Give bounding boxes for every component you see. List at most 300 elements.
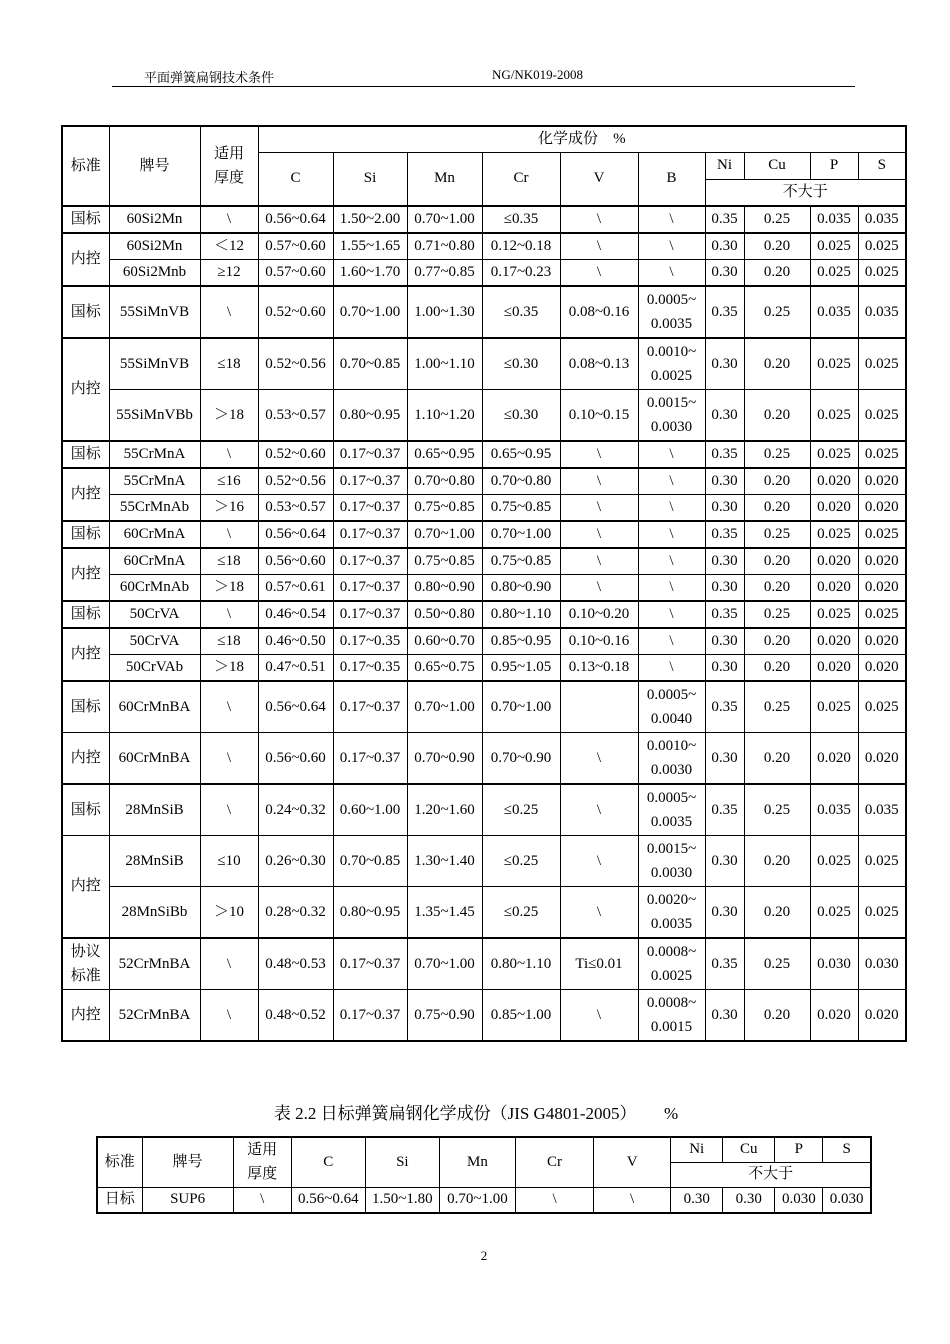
table-row bbox=[62, 521, 906, 548]
cell: 0.020 bbox=[858, 468, 906, 495]
t2-th-v: V bbox=[594, 1137, 671, 1187]
cell: 0.025 bbox=[858, 338, 906, 390]
cell: 0.0008~ 0.0025 bbox=[638, 938, 705, 990]
cell: \ bbox=[200, 441, 258, 468]
cell: 0.025 bbox=[858, 441, 906, 468]
cell: 0.0010~ 0.0030 bbox=[638, 733, 705, 785]
table-row bbox=[62, 441, 906, 468]
cell: 0.20 bbox=[744, 836, 810, 887]
cell: 内控 bbox=[62, 836, 109, 939]
cell: 0.17~0.37 bbox=[333, 601, 407, 628]
cell: 0.025 bbox=[810, 390, 858, 442]
t2-th-c: C bbox=[291, 1137, 365, 1187]
cell: 0.17~0.37 bbox=[333, 681, 407, 733]
cell: \ bbox=[560, 495, 638, 522]
cell: \ bbox=[638, 495, 705, 522]
th-thick: 适用 厚度 bbox=[200, 126, 258, 206]
cell: 0.25 bbox=[744, 938, 810, 990]
cell: 0.0010~ 0.0025 bbox=[638, 338, 705, 390]
cell: 0.25 bbox=[744, 681, 810, 733]
cell: 0.57~0.61 bbox=[258, 575, 333, 602]
cell: 0.30 bbox=[705, 468, 744, 495]
cell: 0.20 bbox=[744, 628, 810, 655]
table-row bbox=[62, 390, 906, 442]
cell: 0.85~0.95 bbox=[482, 628, 560, 655]
chem-table-2 bbox=[96, 1136, 872, 1214]
cell: 0.17~0.37 bbox=[333, 521, 407, 548]
cell: 0.30 bbox=[705, 548, 744, 575]
cell: 0.025 bbox=[858, 836, 906, 887]
cell: 60CrMnBA bbox=[109, 681, 200, 733]
cell: 0.60~1.00 bbox=[333, 784, 407, 836]
cell: 0.20 bbox=[744, 233, 810, 260]
cell: 0.025 bbox=[858, 521, 906, 548]
cell: 0.70~1.00 bbox=[439, 1187, 515, 1213]
cell: 0.20 bbox=[744, 390, 810, 442]
table-row bbox=[62, 784, 906, 836]
cell: 0.030 bbox=[858, 938, 906, 990]
cell: 内控 bbox=[62, 990, 109, 1042]
cell: 0.0020~ 0.0035 bbox=[638, 887, 705, 939]
th-nomore: 不大于 bbox=[705, 179, 906, 206]
cell: ＞16 bbox=[200, 495, 258, 522]
cell: ≤0.35 bbox=[482, 206, 560, 233]
cell: 60CrMnAb bbox=[109, 575, 200, 602]
cell: ＞18 bbox=[200, 655, 258, 682]
cell: 0.80~1.10 bbox=[482, 601, 560, 628]
cell: 0.030 bbox=[775, 1187, 823, 1213]
cell: 0.13~0.18 bbox=[560, 655, 638, 682]
th-cu: Cu bbox=[744, 152, 810, 179]
cell: SUP6 bbox=[142, 1187, 233, 1213]
cell: 0.025 bbox=[810, 260, 858, 287]
cell: 0.57~0.60 bbox=[258, 260, 333, 287]
cell: 0.08~0.13 bbox=[560, 338, 638, 390]
cell: 0.020 bbox=[810, 575, 858, 602]
cell: 0.48~0.52 bbox=[258, 990, 333, 1042]
cell: \ bbox=[233, 1187, 291, 1213]
cell: \ bbox=[560, 233, 638, 260]
table-row bbox=[62, 655, 906, 682]
table-row bbox=[62, 681, 906, 733]
cell: 55SiMnVB bbox=[109, 286, 200, 338]
cell: 0.020 bbox=[858, 733, 906, 785]
cell: 0.53~0.57 bbox=[258, 495, 333, 522]
cell: 0.020 bbox=[810, 548, 858, 575]
cell: 0.020 bbox=[810, 495, 858, 522]
table-row bbox=[97, 1187, 871, 1213]
cell: 0.025 bbox=[810, 441, 858, 468]
cell: 0.70~0.90 bbox=[482, 733, 560, 785]
table-row bbox=[62, 733, 906, 785]
cell: \ bbox=[638, 206, 705, 233]
cell: \ bbox=[638, 260, 705, 287]
th-b: B bbox=[638, 152, 705, 206]
cell: 0.70~0.85 bbox=[333, 338, 407, 390]
cell: 0.025 bbox=[810, 233, 858, 260]
cell: 0.020 bbox=[858, 990, 906, 1042]
table-row bbox=[62, 938, 906, 990]
cell: 0.035 bbox=[858, 286, 906, 338]
cell: ≤0.25 bbox=[482, 836, 560, 887]
cell: 0.80~0.90 bbox=[407, 575, 482, 602]
cell: 0.70~0.90 bbox=[407, 733, 482, 785]
cell: 0.80~0.90 bbox=[482, 575, 560, 602]
cell: ＞18 bbox=[200, 390, 258, 442]
cell: 0.35 bbox=[705, 601, 744, 628]
cell: 0.71~0.80 bbox=[407, 233, 482, 260]
cell: 0.20 bbox=[744, 575, 810, 602]
cell: 28MnSiB bbox=[109, 784, 200, 836]
cell: ≤0.25 bbox=[482, 887, 560, 939]
cell: ≥12 bbox=[200, 260, 258, 287]
cell: 0.30 bbox=[705, 887, 744, 939]
th-std: 标准 bbox=[62, 126, 109, 206]
cell: \ bbox=[560, 548, 638, 575]
cell: 国标 bbox=[62, 206, 109, 233]
cell: 0.35 bbox=[705, 784, 744, 836]
t2-th-si: Si bbox=[365, 1137, 439, 1187]
cell: 0.30 bbox=[705, 990, 744, 1042]
cell: 0.35 bbox=[705, 521, 744, 548]
cell: 0.70~1.00 bbox=[482, 521, 560, 548]
table-row bbox=[62, 836, 906, 887]
cell: 内控 bbox=[62, 338, 109, 441]
cell: 0.025 bbox=[810, 521, 858, 548]
th-s: S bbox=[858, 152, 906, 179]
cell: 0.56~0.64 bbox=[258, 521, 333, 548]
cell: 0.30 bbox=[705, 836, 744, 887]
cell: 52CrMnBA bbox=[109, 938, 200, 990]
cell: 0.35 bbox=[705, 441, 744, 468]
cell: 0.17~0.23 bbox=[482, 260, 560, 287]
cell: 0.20 bbox=[744, 260, 810, 287]
cell: 0.70~0.85 bbox=[333, 836, 407, 887]
cell: 0.10~0.16 bbox=[560, 628, 638, 655]
cell: 1.50~1.80 bbox=[365, 1187, 439, 1213]
cell: 0.70~0.80 bbox=[407, 468, 482, 495]
cell: \ bbox=[594, 1187, 671, 1213]
cell: 0.24~0.32 bbox=[258, 784, 333, 836]
cell: ≤0.25 bbox=[482, 784, 560, 836]
cell: 0.035 bbox=[810, 206, 858, 233]
cell: 0.025 bbox=[810, 887, 858, 939]
cell: 0.17~0.37 bbox=[333, 938, 407, 990]
cell: \ bbox=[516, 1187, 594, 1213]
table-row bbox=[62, 260, 906, 287]
t2-th-cu: Cu bbox=[723, 1137, 775, 1162]
cell: 0.025 bbox=[858, 260, 906, 287]
cell: \ bbox=[638, 575, 705, 602]
cell: 0.17~0.35 bbox=[333, 628, 407, 655]
cell: 0.30 bbox=[705, 260, 744, 287]
page-number: 2 bbox=[480, 1248, 488, 1263]
cell: 60Si2Mnb bbox=[109, 260, 200, 287]
table-row bbox=[62, 338, 906, 390]
th-si: Si bbox=[333, 152, 407, 206]
cell: 0.52~0.56 bbox=[258, 468, 333, 495]
cell: \ bbox=[560, 836, 638, 887]
cell: 0.020 bbox=[810, 628, 858, 655]
cell: 0.025 bbox=[810, 681, 858, 733]
cell: 0.20 bbox=[744, 495, 810, 522]
cell: 日标 bbox=[97, 1187, 142, 1213]
cell: 0.020 bbox=[858, 495, 906, 522]
cell: 0.77~0.85 bbox=[407, 260, 482, 287]
cell: 0.56~0.64 bbox=[291, 1187, 365, 1213]
cell: 1.55~1.65 bbox=[333, 233, 407, 260]
cell: 0.020 bbox=[858, 655, 906, 682]
cell: 0.020 bbox=[858, 628, 906, 655]
cell: 1.00~1.30 bbox=[407, 286, 482, 338]
t2-th-ni: Ni bbox=[671, 1137, 723, 1162]
cell: 内控 bbox=[62, 733, 109, 785]
cell: \ bbox=[560, 468, 638, 495]
cell: \ bbox=[200, 286, 258, 338]
cell: \ bbox=[200, 601, 258, 628]
cell: 0.17~0.37 bbox=[333, 548, 407, 575]
cell: 0.17~0.37 bbox=[333, 990, 407, 1042]
cell: 0.70~1.00 bbox=[482, 681, 560, 733]
cell: 0.020 bbox=[810, 468, 858, 495]
cell: 0.25 bbox=[744, 784, 810, 836]
cell: ≤18 bbox=[200, 338, 258, 390]
cell: 52CrMnBA bbox=[109, 990, 200, 1042]
cell: \ bbox=[638, 233, 705, 260]
cell: 国标 bbox=[62, 601, 109, 628]
cell: 0.60~0.70 bbox=[407, 628, 482, 655]
cell: 0.48~0.53 bbox=[258, 938, 333, 990]
cell: 0.025 bbox=[858, 887, 906, 939]
cell: \ bbox=[200, 681, 258, 733]
th-c: C bbox=[258, 152, 333, 206]
cell: \ bbox=[638, 628, 705, 655]
cell: \ bbox=[560, 260, 638, 287]
cell: 0.30 bbox=[705, 233, 744, 260]
cell: 0.035 bbox=[810, 784, 858, 836]
table-row bbox=[62, 495, 906, 522]
cell: 0.70~1.00 bbox=[407, 206, 482, 233]
chem-table-1 bbox=[61, 125, 907, 1042]
cell: 0.020 bbox=[810, 655, 858, 682]
t2-th-cr: Cr bbox=[516, 1137, 594, 1187]
cell: 0.70~1.00 bbox=[407, 521, 482, 548]
cell: \ bbox=[200, 206, 258, 233]
cell: 0.25 bbox=[744, 441, 810, 468]
th-cr: Cr bbox=[482, 152, 560, 206]
th-v: V bbox=[560, 152, 638, 206]
cell: 0.30 bbox=[705, 733, 744, 785]
doc-code: NG/NK019-2008 bbox=[492, 67, 583, 82]
cell: 0.25 bbox=[744, 521, 810, 548]
cell: 0.56~0.60 bbox=[258, 733, 333, 785]
cell: 0.56~0.64 bbox=[258, 681, 333, 733]
cell: 0.25 bbox=[744, 286, 810, 338]
th-p: P bbox=[810, 152, 858, 179]
cell: 0.70~1.00 bbox=[407, 681, 482, 733]
cell: 内控 bbox=[62, 233, 109, 286]
cell: 60CrMnBA bbox=[109, 733, 200, 785]
table-row bbox=[62, 233, 906, 260]
cell: 0.20 bbox=[744, 733, 810, 785]
cell: 协议 标准 bbox=[62, 938, 109, 990]
cell: 0.30 bbox=[705, 575, 744, 602]
cell: 1.30~1.40 bbox=[407, 836, 482, 887]
th-chem: 化学成份 % bbox=[258, 126, 906, 152]
cell: 0.030 bbox=[810, 938, 858, 990]
cell: 0.57~0.60 bbox=[258, 233, 333, 260]
cell: 0.26~0.30 bbox=[258, 836, 333, 887]
cell: 0.70~0.80 bbox=[482, 468, 560, 495]
cell: 0.25 bbox=[744, 206, 810, 233]
cell: 国标 bbox=[62, 286, 109, 338]
cell: \ bbox=[200, 990, 258, 1042]
cell: \ bbox=[560, 990, 638, 1042]
cell: \ bbox=[560, 733, 638, 785]
table-row bbox=[62, 990, 906, 1042]
cell: 1.60~1.70 bbox=[333, 260, 407, 287]
cell: ≤18 bbox=[200, 548, 258, 575]
cell: 0.52~0.60 bbox=[258, 286, 333, 338]
cell: 0.17~0.37 bbox=[333, 441, 407, 468]
cell: 1.50~2.00 bbox=[333, 206, 407, 233]
cell: ≤16 bbox=[200, 468, 258, 495]
cell: ≤18 bbox=[200, 628, 258, 655]
cell: 55CrMnA bbox=[109, 468, 200, 495]
cell: 0.035 bbox=[858, 206, 906, 233]
cell: 60Si2Mn bbox=[109, 206, 200, 233]
cell: 0.0008~ 0.0015 bbox=[638, 990, 705, 1042]
cell: 0.75~0.90 bbox=[407, 990, 482, 1042]
cell: 0.20 bbox=[744, 338, 810, 390]
cell: 0.47~0.51 bbox=[258, 655, 333, 682]
cell: 0.0005~ 0.0035 bbox=[638, 286, 705, 338]
cell: \ bbox=[638, 655, 705, 682]
cell: 28MnSiB bbox=[109, 836, 200, 887]
cell: 0.025 bbox=[810, 601, 858, 628]
cell: 国标 bbox=[62, 784, 109, 836]
cell: 0.46~0.50 bbox=[258, 628, 333, 655]
th-grade: 牌号 bbox=[109, 126, 200, 206]
cell: 55CrMnA bbox=[109, 441, 200, 468]
cell: 0.0015~ 0.0030 bbox=[638, 836, 705, 887]
table2-caption: 表 2.2 日标弹簧扁钢化学成份（JIS G4801-2005） % bbox=[273, 1104, 679, 1123]
table-row bbox=[62, 601, 906, 628]
table-row bbox=[62, 628, 906, 655]
t2-th-thick: 适用 厚度 bbox=[233, 1137, 291, 1187]
cell: 0.50~0.80 bbox=[407, 601, 482, 628]
cell: 0.80~1.10 bbox=[482, 938, 560, 990]
cell: \ bbox=[200, 938, 258, 990]
cell: 0.08~0.16 bbox=[560, 286, 638, 338]
cell: ≤0.30 bbox=[482, 338, 560, 390]
cell: \ bbox=[638, 548, 705, 575]
cell: ≤0.30 bbox=[482, 390, 560, 442]
cell: Ti≤0.01 bbox=[560, 938, 638, 990]
table-row bbox=[62, 468, 906, 495]
table-row bbox=[62, 206, 906, 233]
cell: 0.17~0.35 bbox=[333, 655, 407, 682]
cell bbox=[560, 681, 638, 733]
cell: 0.0015~ 0.0030 bbox=[638, 390, 705, 442]
page-header bbox=[112, 64, 855, 87]
cell: 0.020 bbox=[810, 990, 858, 1042]
cell: 0.17~0.37 bbox=[333, 495, 407, 522]
cell: 0.80~0.95 bbox=[333, 390, 407, 442]
cell: 1.20~1.60 bbox=[407, 784, 482, 836]
cell: \ bbox=[200, 521, 258, 548]
cell: 0.025 bbox=[810, 836, 858, 887]
cell: 0.30 bbox=[705, 338, 744, 390]
cell: 内控 bbox=[62, 548, 109, 601]
cell: 0.35 bbox=[705, 206, 744, 233]
t2-th-s: S bbox=[823, 1137, 871, 1162]
cell: 0.20 bbox=[744, 468, 810, 495]
cell: 0.70~1.00 bbox=[333, 286, 407, 338]
cell: \ bbox=[560, 441, 638, 468]
cell: ≤10 bbox=[200, 836, 258, 887]
cell: 0.0005~ 0.0040 bbox=[638, 681, 705, 733]
cell: 0.95~1.05 bbox=[482, 655, 560, 682]
cell: 0.30 bbox=[705, 628, 744, 655]
cell: \ bbox=[638, 468, 705, 495]
cell: 0.17~0.37 bbox=[333, 468, 407, 495]
table-row bbox=[62, 286, 906, 338]
cell: 0.30 bbox=[705, 495, 744, 522]
cell: 0.52~0.60 bbox=[258, 441, 333, 468]
cell: 0.56~0.64 bbox=[258, 206, 333, 233]
cell: 0.025 bbox=[810, 338, 858, 390]
cell: 0.17~0.37 bbox=[333, 575, 407, 602]
cell: 0.30 bbox=[723, 1187, 775, 1213]
cell: 0.65~0.95 bbox=[407, 441, 482, 468]
cell: 55SiMnVB bbox=[109, 338, 200, 390]
cell: \ bbox=[200, 784, 258, 836]
cell: 0.030 bbox=[823, 1187, 871, 1213]
cell: \ bbox=[638, 521, 705, 548]
cell: 0.12~0.18 bbox=[482, 233, 560, 260]
cell: 0.65~0.95 bbox=[482, 441, 560, 468]
cell: 0.10~0.20 bbox=[560, 601, 638, 628]
t2-th-nomore: 不大于 bbox=[671, 1162, 871, 1187]
cell: 0.30 bbox=[705, 390, 744, 442]
cell: \ bbox=[560, 575, 638, 602]
cell: 1.00~1.10 bbox=[407, 338, 482, 390]
cell: \ bbox=[200, 733, 258, 785]
cell: 0.20 bbox=[744, 548, 810, 575]
cell: 0.20 bbox=[744, 655, 810, 682]
cell: ＜12 bbox=[200, 233, 258, 260]
cell: 0.52~0.56 bbox=[258, 338, 333, 390]
cell: ＞18 bbox=[200, 575, 258, 602]
cell: 1.35~1.45 bbox=[407, 887, 482, 939]
cell: 50CrVA bbox=[109, 601, 200, 628]
table-row bbox=[62, 575, 906, 602]
doc-title: 平面弹簧扁钢技术条件 bbox=[144, 70, 275, 85]
cell: 0.75~0.85 bbox=[482, 495, 560, 522]
cell: 0.30 bbox=[705, 655, 744, 682]
table-row bbox=[62, 548, 906, 575]
t2-th-mn: Mn bbox=[439, 1137, 515, 1187]
cell: 0.025 bbox=[858, 390, 906, 442]
cell: 0.020 bbox=[858, 575, 906, 602]
cell: 0.35 bbox=[705, 681, 744, 733]
cell: 0.46~0.54 bbox=[258, 601, 333, 628]
cell: 0.30 bbox=[671, 1187, 723, 1213]
th-mn: Mn bbox=[407, 152, 482, 206]
cell: 0.20 bbox=[744, 990, 810, 1042]
cell: 国标 bbox=[62, 441, 109, 468]
